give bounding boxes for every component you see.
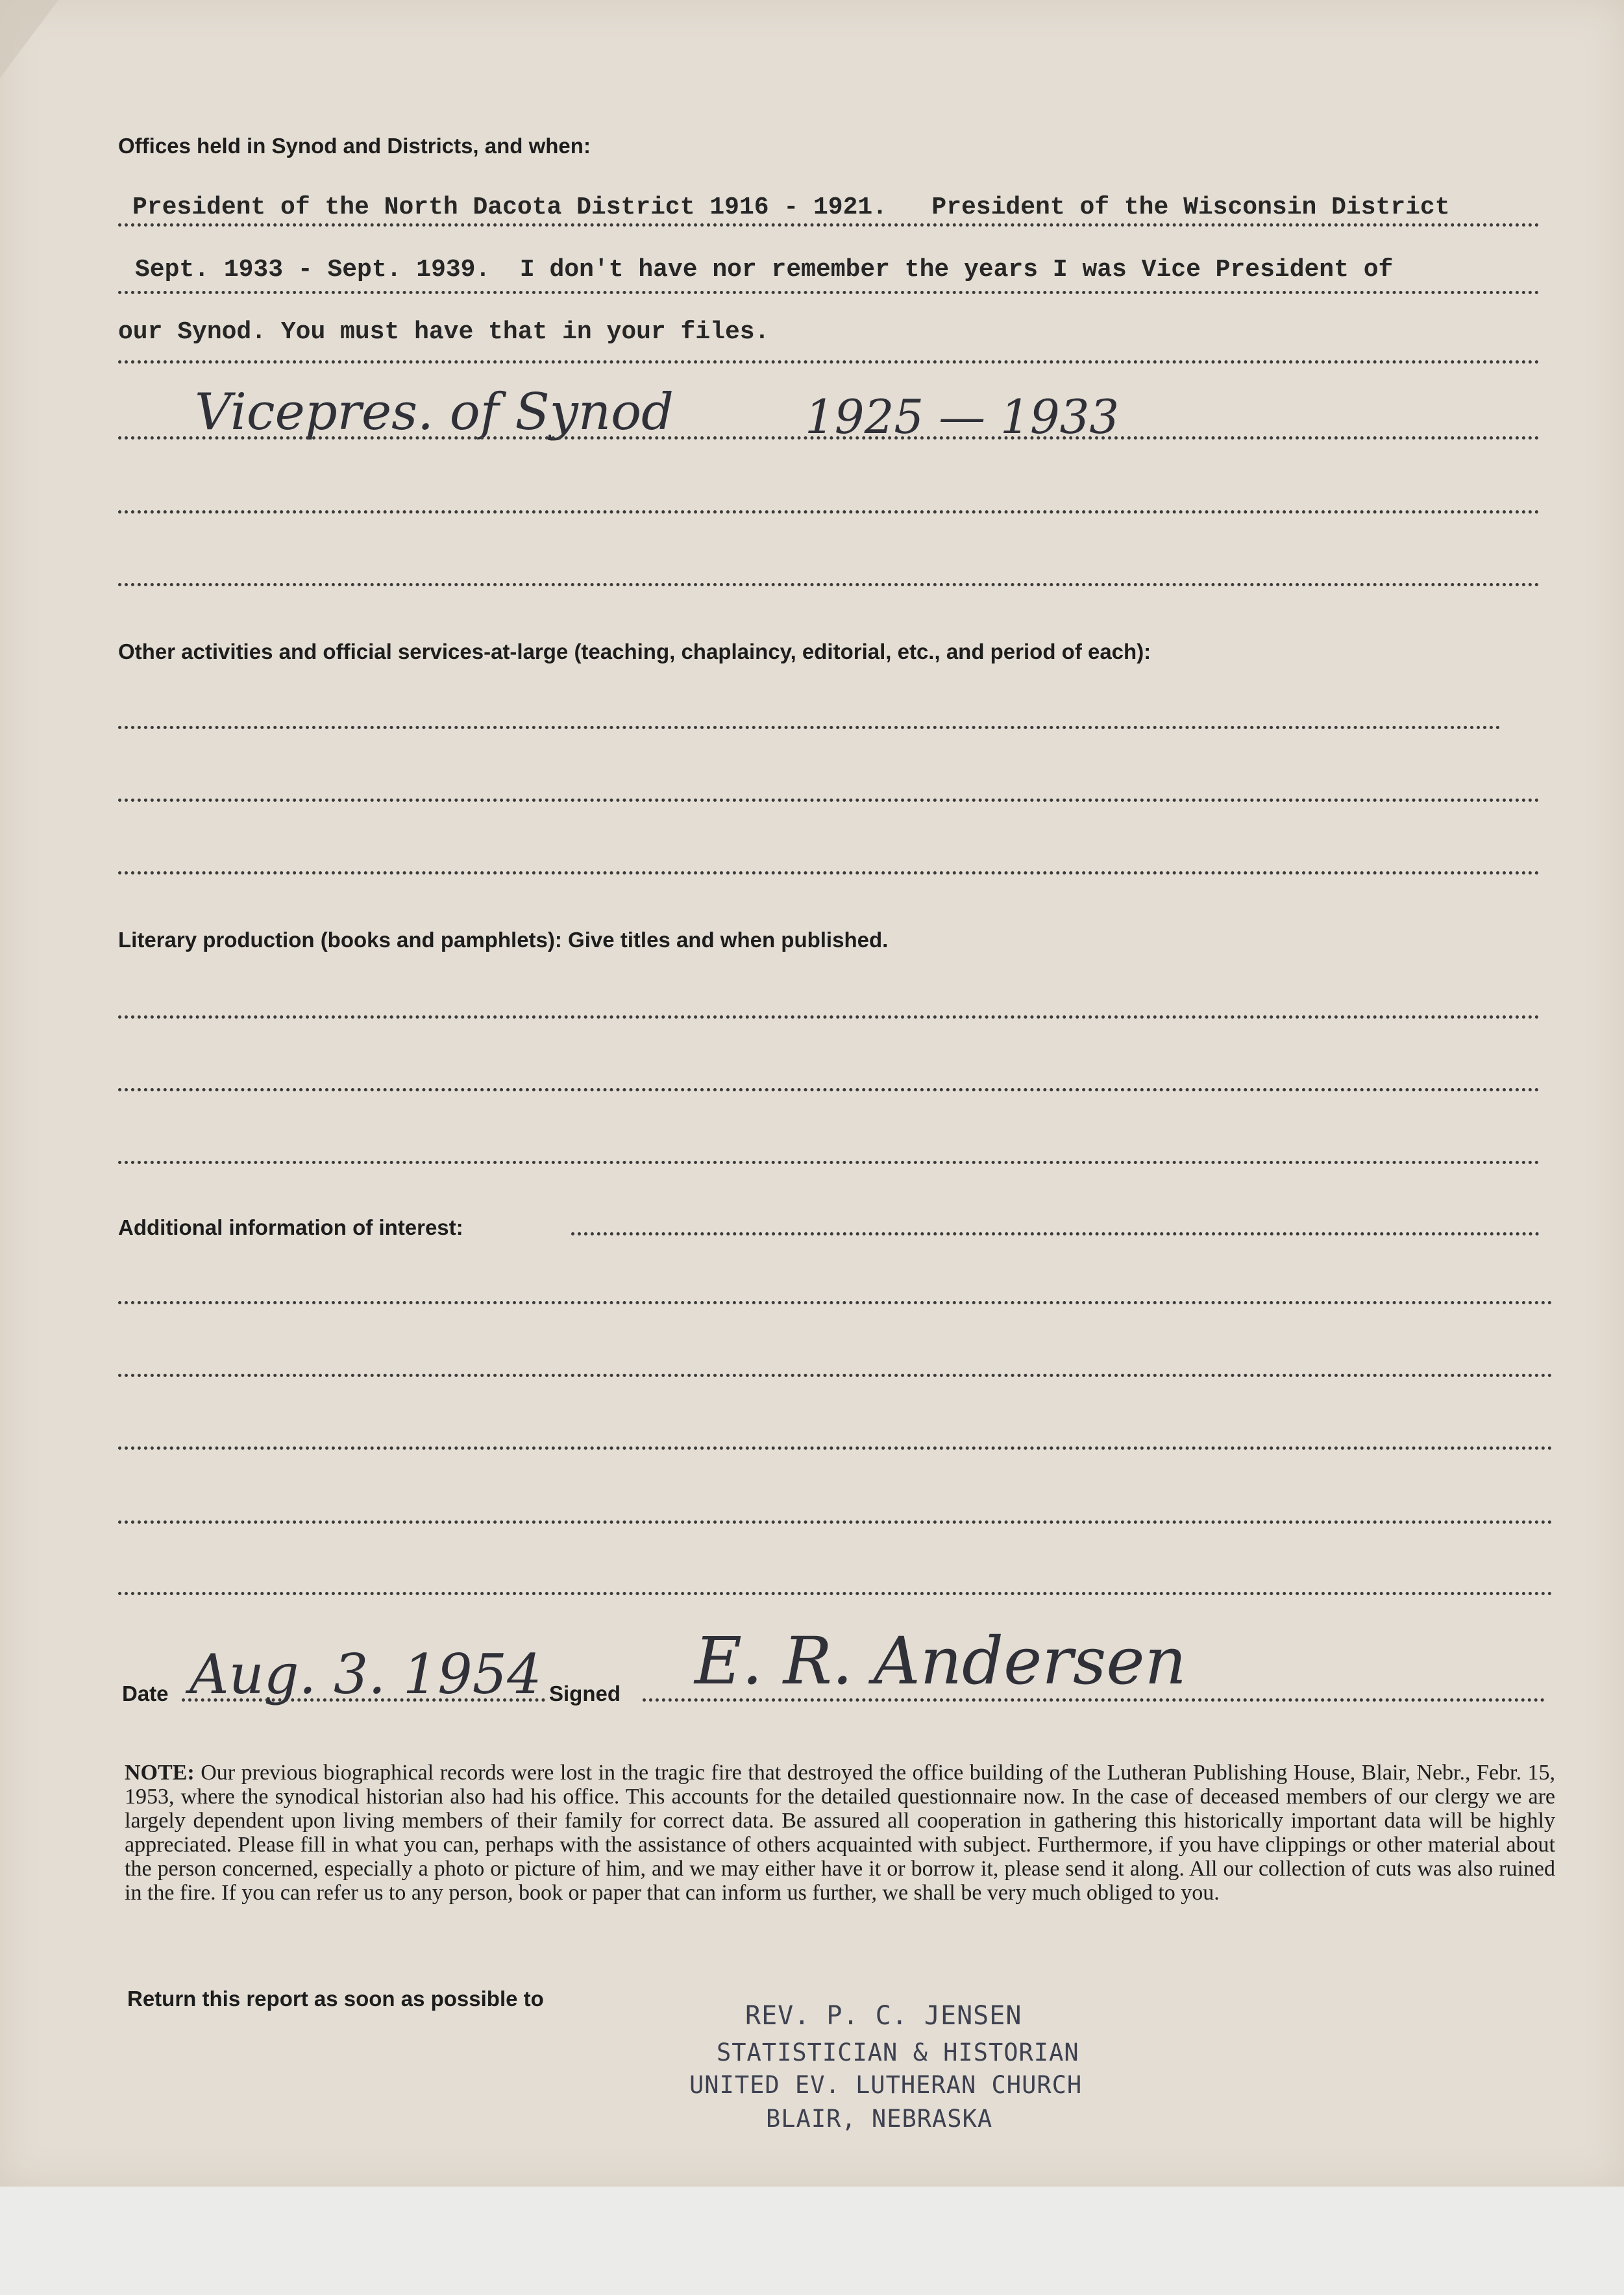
- literary-dotted-line-2: [118, 1088, 1540, 1091]
- note-heading: NOTE:: [125, 1761, 195, 1785]
- offices-label: Offices held in Synod and Districts, and when:: [118, 134, 591, 158]
- additional-info-dotted-line-3: [118, 1374, 1553, 1377]
- offices-line-2: Sept. 1933 - Sept. 1939. I don't have nor remember the years I was Vice President of: [135, 256, 1394, 284]
- additional-info-dotted-line-6: [118, 1592, 1553, 1595]
- additional-info-dotted-line-1: [571, 1232, 1540, 1235]
- offices-dotted-line-3: [118, 360, 1540, 364]
- literary-dotted-line-1: [118, 1015, 1540, 1019]
- handwritten-date: Aug. 3. 1954: [190, 1643, 542, 1706]
- scan-background: [0, 2187, 1624, 2295]
- note-text: Our previous biographical records were lost in the tragic fire that destroyed the office building of the Lutheran Publishing House, Blair, Nebr., Febr. 15, 1953, where the synodical historian also had his office. This accounts for the detailed questionnaire now. In the case of deceased members of our clergy we are largely dependent upon living members of their family for correct data. Be assured all cooperation in gathering this historically important data will be highly appreciated. Please fill in what you can, perhaps with the assistance of others acquainted with subject. Furthermore, if you have clippings or other material about the person concerned, especially a photo or picture of him, and we may either have it or borrow it, please send it along. All our collection of cuts was also ruined in the fire. If you can refer us to any person, book or paper that can inform us further, we shall be very much obliged to you.: [125, 1761, 1556, 1905]
- stamp-location: BLAIR, NEBRASKA: [766, 2105, 993, 2133]
- offices-line-3: our Synod. You must have that in your files.: [118, 318, 770, 346]
- offices-line-1: President of the North Dacota District 1916 - 1921. President of the Wisconsin District: [132, 193, 1450, 221]
- folded-corner: [0, 0, 58, 78]
- additional-info-label: Additional information of interest:: [118, 1215, 463, 1239]
- offices-dotted-line-4: [118, 436, 1540, 440]
- stamp-church: UNITED EV. LUTHERAN CHURCH: [689, 2071, 1083, 2099]
- additional-info-dotted-line-4: [118, 1446, 1553, 1450]
- literary-dotted-line-3: [118, 1161, 1540, 1164]
- signed-label: Signed: [549, 1681, 621, 1706]
- handwritten-vice-president: Vicepres. of Synod: [195, 383, 674, 441]
- other-activities-dotted-line-3: [118, 871, 1540, 875]
- other-activities-label: Other activities and official services-at-large (teaching, chaplaincy, editorial, etc., and period of each):: [118, 639, 1151, 664]
- stamp-title: STATISTICIAN & HISTORIAN: [717, 2039, 1079, 2066]
- date-label: Date: [122, 1681, 169, 1706]
- other-activities-dotted-line-2: [118, 799, 1540, 802]
- literary-label: Literary production (books and pamphlets): Give titles and when published.: [118, 928, 889, 952]
- other-activities-dotted-line-1: [118, 726, 1501, 729]
- additional-info-dotted-line-5: [118, 1520, 1553, 1524]
- offices-dotted-line-6: [118, 583, 1540, 586]
- additional-info-dotted-line-2: [118, 1301, 1553, 1304]
- offices-dotted-line-1: [118, 223, 1540, 227]
- stamp-name: REV. P. C. JENSEN: [745, 2001, 1022, 2031]
- handwritten-vp-years: 1925 — 1933: [805, 390, 1120, 444]
- handwritten-signature: E. R. Andersen: [695, 1623, 1187, 1699]
- return-label: Return this report as soon as possible to: [127, 1987, 544, 2011]
- offices-dotted-line-5: [118, 510, 1540, 514]
- offices-dotted-line-2: [118, 291, 1540, 294]
- note-paragraph: [125, 1761, 1555, 1905]
